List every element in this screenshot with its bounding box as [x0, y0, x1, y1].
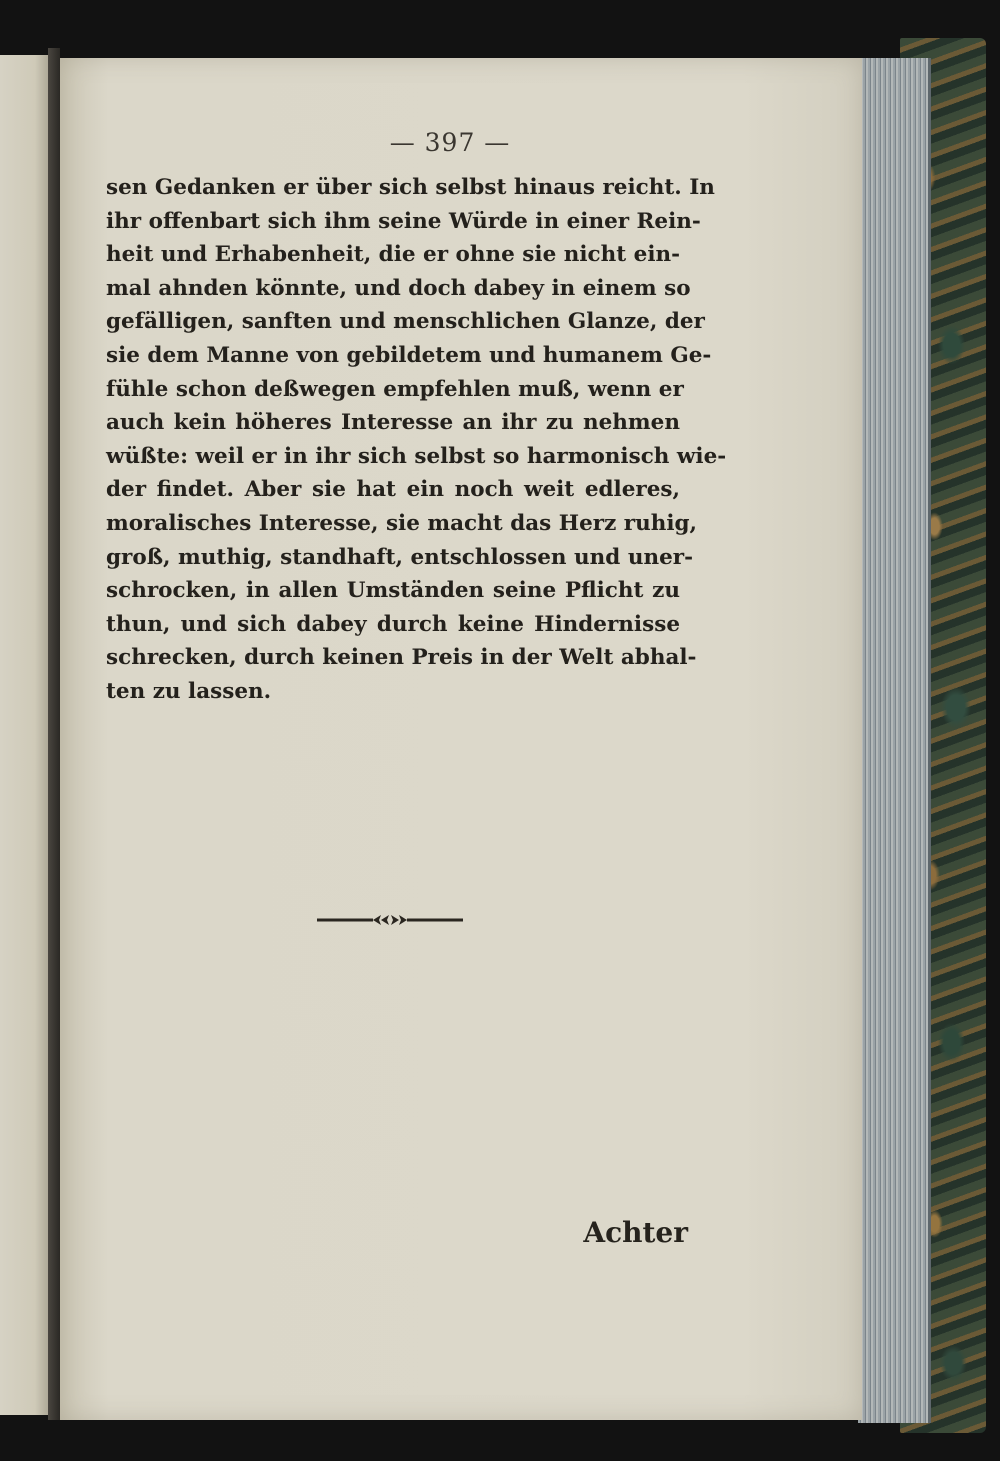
body-text [106, 171, 727, 709]
text-line: gefälligen, sanften und menschlichen Glanze, der [106, 309, 705, 335]
text-line: auch kein höheres Interesse an ihr zu nehmen [106, 410, 680, 436]
text-line: ten zu lassen. [106, 678, 272, 704]
text-line: sen Gedanken er über sich selbst hinaus reicht. In [106, 175, 715, 200]
text-line: der findet. Aber sie hat ein noch weit edleres, [106, 477, 680, 503]
text-line: ihr offenbart sich ihm seine Würde in einer Rein- [106, 208, 701, 234]
book-page [60, 58, 862, 1420]
text-line: heit und Erhabenheit, die er ohne sie nicht ein- [106, 242, 681, 268]
text-line: groß, muthig, standhaft, entschlossen und uner- [106, 544, 694, 570]
text-line: sie dem Manne von gebildetem und humanem Ge- [106, 342, 712, 368]
text-line: mal ahnden könnte, und doch dabey in einem so [106, 275, 691, 301]
text-line: wüßte: weil er in ihr sich selbst so harmonisch wie- [106, 443, 727, 469]
catchword: Achter [583, 1216, 688, 1249]
text-line: thun, und sich dabey durch keine Hindernisse [106, 611, 680, 637]
text-line: fühle schon deßwegen empfehlen muß, wenn er [106, 376, 684, 402]
text-line: moralisches Interesse, sie macht das Herz ruhig, [106, 510, 698, 536]
text-line: schrocken, in allen Umständen seine Pflicht zu [106, 578, 680, 604]
page-edges [858, 58, 931, 1423]
previous-page-edge [0, 55, 50, 1415]
page-number: — 397 — [389, 128, 511, 157]
text-line: schrecken, durch keinen Preis in der Welt abhal- [106, 645, 697, 671]
book-gutter [48, 48, 60, 1420]
ornament-divider-icon [315, 910, 465, 930]
